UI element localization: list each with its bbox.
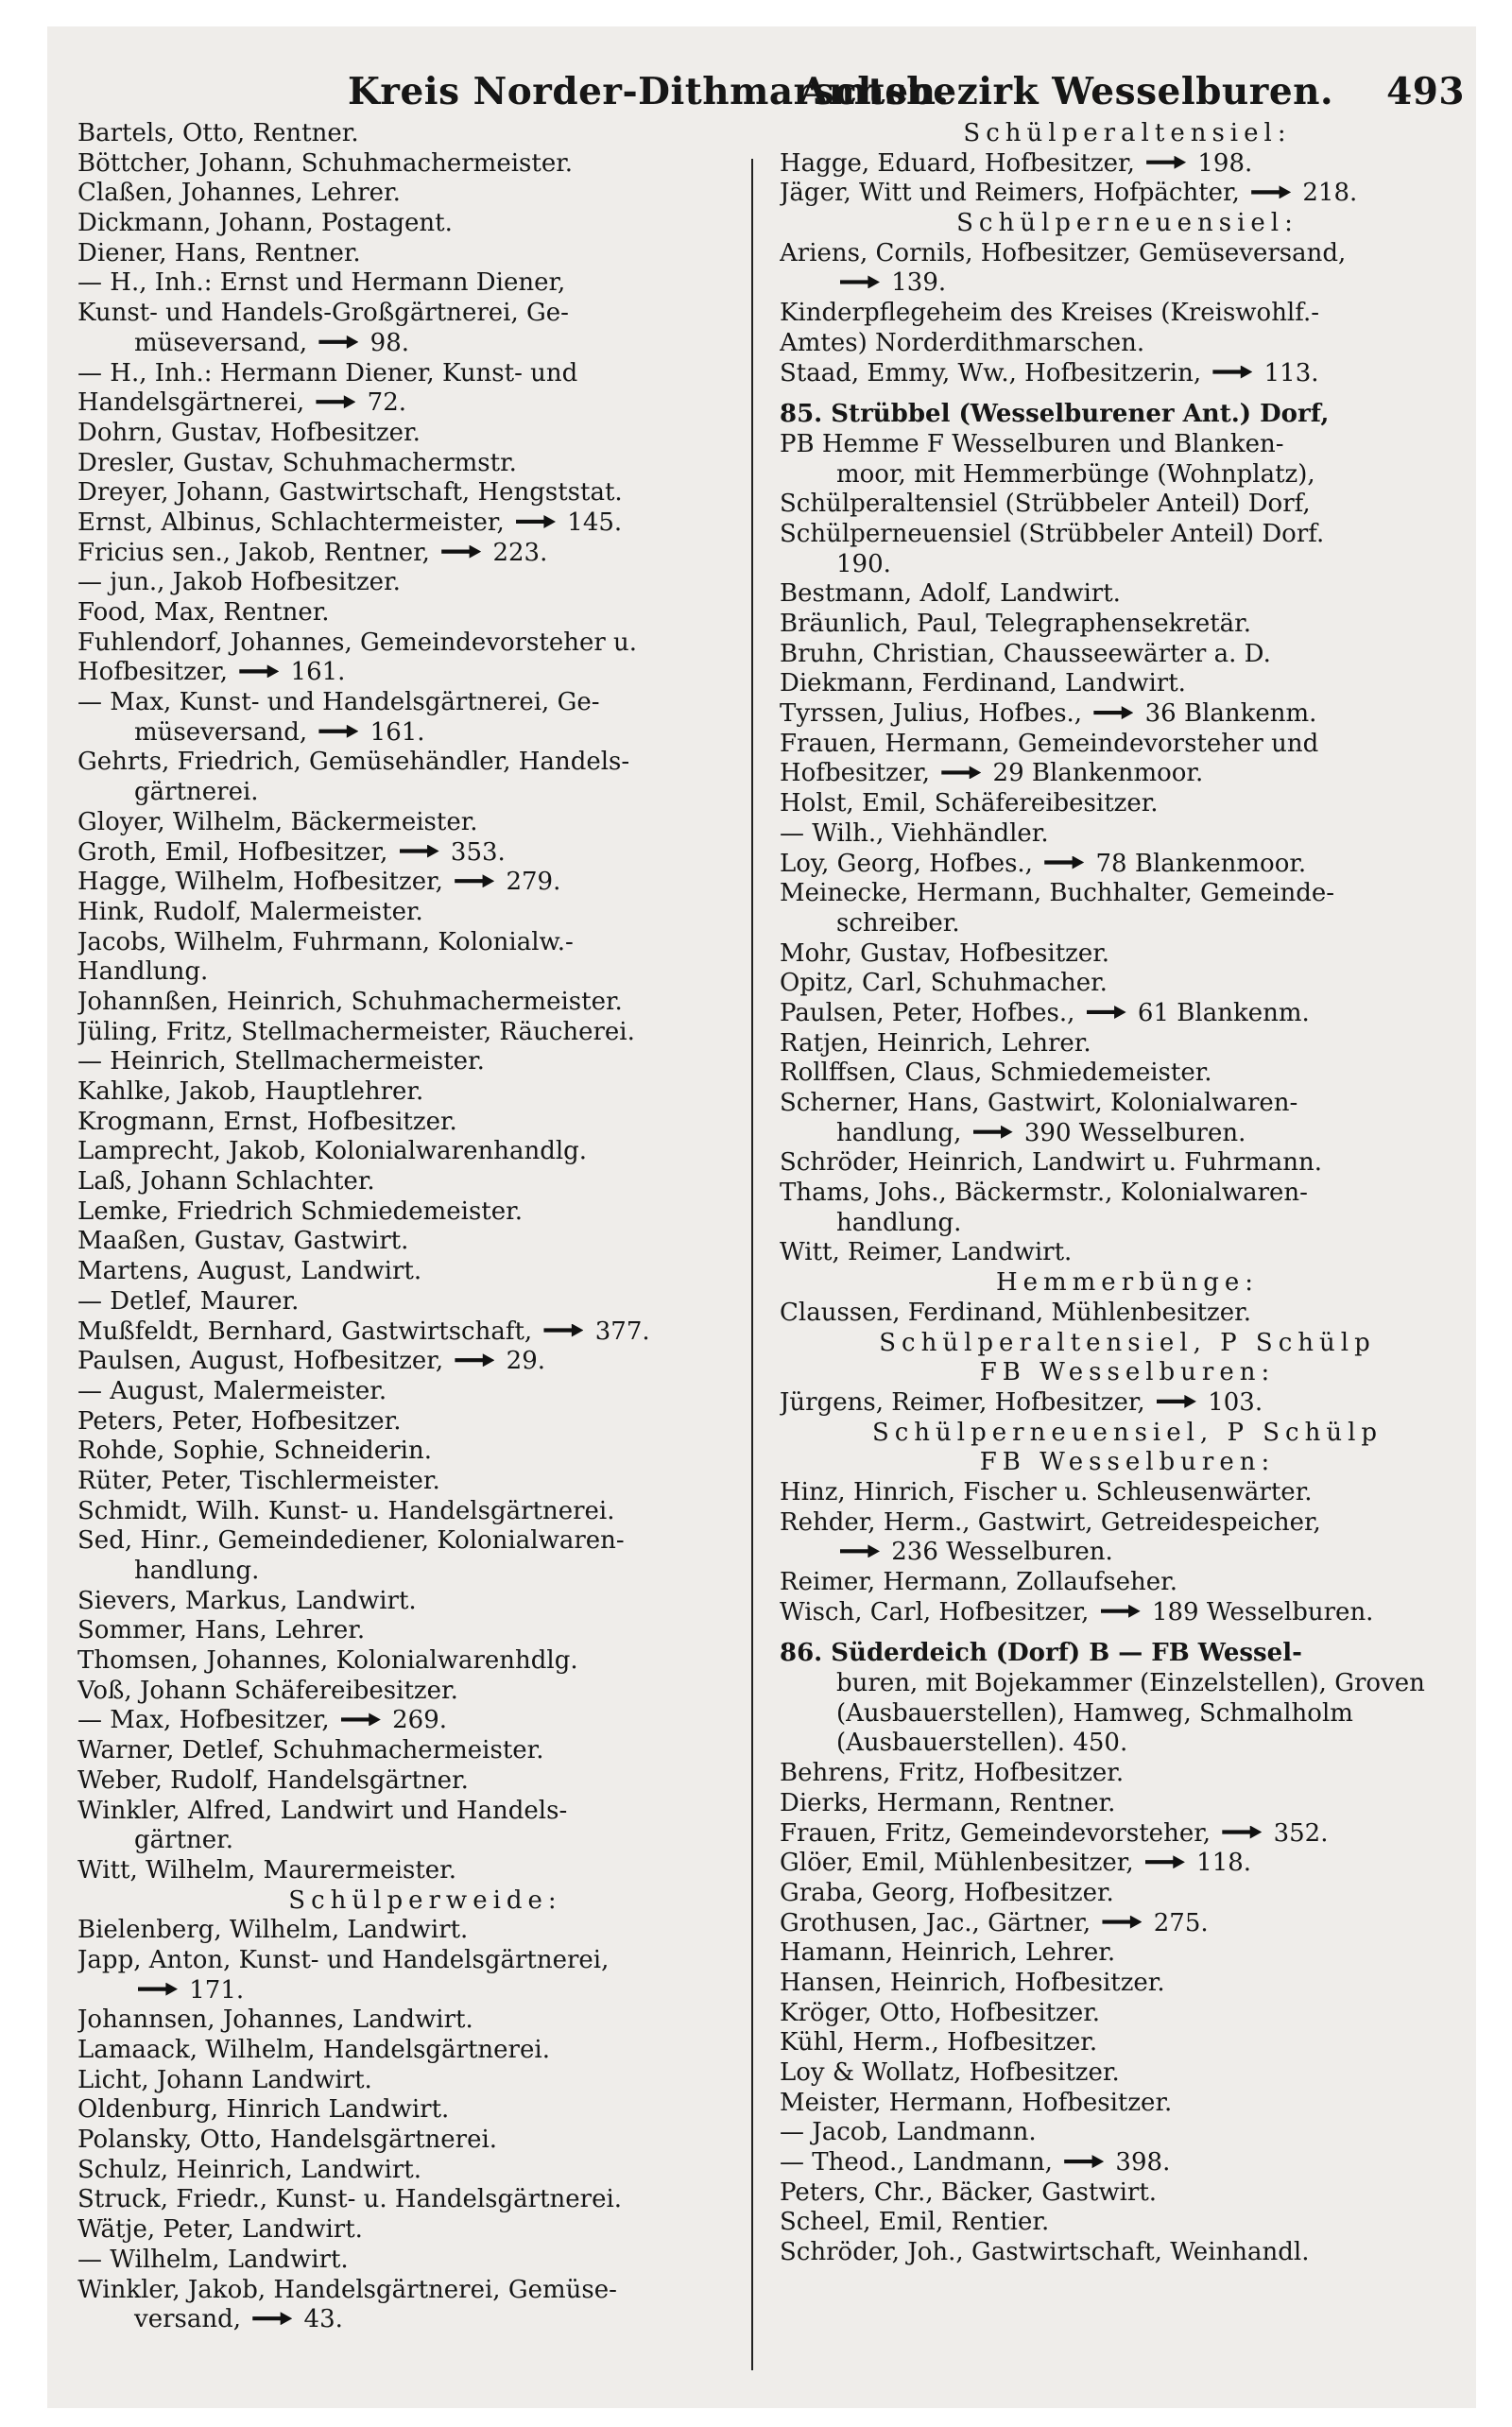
- left-column: [77, 119, 773, 2335]
- telephone-icon: [318, 725, 358, 738]
- telephone-icon: [1093, 706, 1133, 719]
- directory-line: 85. Strübbel (Wesselburener Ant.) Dorf,: [780, 400, 1330, 429]
- directory-line: Martens, August, Landwirt.: [77, 1257, 422, 1286]
- telephone-icon: [1212, 366, 1252, 379]
- directory-line: 190.: [836, 549, 891, 578]
- directory-line: Bartels, Otto, Rentner.: [77, 119, 359, 147]
- telephone-icon: [516, 515, 556, 528]
- directory-line: — Max, Kunst- und Handelsgärtnerei, Ge-: [77, 688, 600, 717]
- directory-line: Hofbesitzer, 29 Blankenmoor.: [780, 759, 1204, 788]
- directory-line: Meister, Hermann, Hofbesitzer.: [780, 2088, 1173, 2117]
- directory-line: Loy, Georg, Hofbes., 78 Blankenmoor.: [780, 849, 1307, 878]
- directory-line: Polansky, Otto, Handelsgärtnerei.: [77, 2126, 498, 2155]
- directory-line: Krogmann, Ernst, Hofbesitzer.: [77, 1107, 457, 1136]
- directory-line: PB Hemme F Wesselburen und Blanken-: [780, 429, 1284, 458]
- directory-line: 236 Wesselburen.: [780, 1538, 1475, 1568]
- directory-line: — Wilh., Viehhändler.: [780, 818, 1049, 848]
- directory-line: Hemmerbünge:: [995, 1268, 1260, 1298]
- directory-line: Sed, Hinr., Gemeindediener, Kolonialwaren-: [77, 1526, 625, 1556]
- telephone-icon: [1251, 185, 1291, 198]
- directory-line: Hansen, Heinrich, Hofbesitzer.: [780, 1968, 1165, 1997]
- directory-line: Mohr, Gustav, Hofbesitzer.: [780, 938, 1110, 968]
- directory-line: Hagge, Eduard, Hofbesitzer, 198.: [780, 148, 1253, 178]
- directory-line: FB Wesselburen:: [979, 1448, 1276, 1477]
- telephone-icon: [973, 1126, 1013, 1139]
- directory-line: müseversand, 161.: [134, 717, 425, 747]
- directory-line: Schülperneuensiel:: [956, 209, 1298, 238]
- directory-line: handlung.: [134, 1557, 260, 1585]
- directory-line: Laß, Johann Schlachter.: [77, 1167, 375, 1196]
- directory-line: — Detlef, Maurer.: [77, 1286, 300, 1316]
- directory-line: Hamann, Heinrich, Lehrer.: [780, 1938, 1116, 1968]
- directory-line: Peters, Peter, Hofbesitzer.: [77, 1406, 402, 1436]
- directory-line: — Jacob, Landmann.: [780, 2118, 1037, 2147]
- directory-line: Dickmann, Johann, Postagent.: [77, 209, 453, 238]
- directory-line: Sommer, Hans, Lehrer.: [77, 1616, 366, 1645]
- directory-line: Dreyer, Johann, Gastwirtschaft, Hengststat.: [77, 478, 623, 508]
- directory-line: Bielenberg, Wilhelm, Landwirt.: [77, 1916, 469, 1945]
- directory-line: moor, mit Hemmerbünge (Wohnplatz),: [836, 459, 1315, 489]
- directory-line: Schröder, Joh., Gastwirtschaft, Weinhandl.: [780, 2238, 1310, 2267]
- directory-line: — Heinrich, Stellmachermeister.: [77, 1047, 485, 1076]
- directory-line: 171.: [77, 1976, 773, 2006]
- directory-line: Food, Max, Rentner.: [77, 598, 330, 627]
- directory-line: Lamaack, Wilhelm, Handelsgärtnerei.: [77, 2036, 550, 2064]
- directory-line: Schülperneuensiel, P Schülp: [871, 1418, 1383, 1447]
- directory-line: 139.: [780, 268, 1475, 299]
- column-divider: [751, 159, 753, 2370]
- directory-line: Groth, Emil, Hofbesitzer, 353.: [77, 837, 506, 867]
- directory-line: Dresler, Gustav, Schuhmachermstr.: [77, 448, 517, 477]
- right-column: [780, 119, 1475, 2268]
- telephone-icon: [840, 275, 880, 288]
- directory-line: Sievers, Markus, Landwirt.: [77, 1586, 417, 1615]
- telephone-icon: [239, 664, 279, 678]
- telephone-icon: [455, 874, 494, 887]
- page-header: [348, 55, 1465, 121]
- telephone-icon: [1145, 1855, 1185, 1868]
- directory-line: Jürgens, Reimer, Hofbesitzer, 103.: [780, 1387, 1263, 1417]
- directory-line: Frauen, Fritz, Gemeindevorsteher, 352.: [780, 1818, 1329, 1848]
- directory-line: Kahlke, Jakob, Hauptlehrer.: [77, 1077, 424, 1106]
- directory-line: Rohde, Sophie, Schneiderin.: [77, 1437, 432, 1466]
- document-page: [47, 26, 1476, 2408]
- telephone-icon: [1064, 2155, 1104, 2168]
- directory-line: Wätje, Peter, Landwirt.: [77, 2215, 363, 2245]
- directory-line: Johannßen, Heinrich, Schuhmachermeister.: [77, 987, 623, 1016]
- directory-line: (Ausbauerstellen), Hamweg, Schmalholm: [836, 1698, 1353, 1728]
- directory-line: Staad, Emmy, Ww., Hofbesitzerin, 113.: [780, 358, 1319, 387]
- directory-line: Schröder, Heinrich, Landwirt u. Fuhrmann.: [780, 1148, 1323, 1178]
- directory-line: Claßen, Johannes, Lehrer.: [77, 179, 401, 208]
- directory-line: Schülperneuensiel (Strübbeler Anteil) Dorf.: [780, 519, 1325, 548]
- telephone-icon: [341, 1713, 381, 1726]
- directory-line: Struck, Friedr., Kunst- u. Handelsgärtnerei.: [77, 2185, 623, 2214]
- directory-line: — August, Malermeister.: [77, 1376, 387, 1405]
- directory-line: handlung, 390 Wesselburen.: [836, 1118, 1246, 1147]
- header-district: Kreis Norder-Dithmarschen.: [348, 70, 950, 113]
- telephone-icon: [1101, 1605, 1141, 1618]
- directory-line: Reimer, Hermann, Zollaufseher.: [780, 1568, 1178, 1596]
- directory-line: Schulz, Heinrich, Landwirt.: [77, 2155, 421, 2184]
- telephone-icon: [1146, 156, 1186, 169]
- telephone-icon: [138, 1983, 178, 1996]
- directory-line: Hofbesitzer, 161.: [77, 658, 346, 687]
- directory-line: — jun., Jakob Hofbesitzer.: [77, 568, 401, 597]
- directory-line: Diekmann, Ferdinand, Landwirt.: [780, 669, 1186, 698]
- telephone-icon: [316, 395, 355, 408]
- directory-line: Maaßen, Gustav, Gastwirt.: [77, 1227, 409, 1256]
- directory-line: 86. Süderdeich (Dorf) B — FB Wessel-: [780, 1639, 1302, 1668]
- header-office: Amtsbezirk Wesselburen.: [799, 70, 1334, 113]
- directory-line: Schülperaltensiel:: [963, 119, 1292, 147]
- directory-line: — Max, Hofbesitzer, 269.: [77, 1706, 448, 1735]
- directory-line: Ernst, Albinus, Schlachtermeister, 145.: [77, 508, 623, 537]
- directory-line: Paulsen, August, Hofbesitzer, 29.: [77, 1347, 546, 1376]
- directory-line: Lemke, Friedrich Schmiedemeister.: [77, 1196, 523, 1226]
- directory-line: Lamprecht, Jakob, Kolonialwarenhandlg.: [77, 1137, 588, 1166]
- telephone-icon: [1102, 1916, 1142, 1929]
- directory-line: buren, mit Bojekammer (Einzelstellen), Groven: [836, 1669, 1425, 1698]
- telephone-icon: [1222, 1826, 1262, 1839]
- telephone-icon: [941, 766, 981, 779]
- directory-line: Claussen, Ferdinand, Mühlenbesitzer.: [780, 1298, 1251, 1327]
- directory-line: Peters, Chr., Bäcker, Gastwirt.: [780, 2177, 1158, 2207]
- telephone-icon: [543, 1324, 583, 1337]
- directory-line: — Theod., Landmann, 398.: [780, 2148, 1171, 2177]
- directory-line: gärtner.: [134, 1826, 233, 1855]
- directory-line: Bestmann, Adolf, Landwirt.: [780, 579, 1121, 609]
- directory-line: Graba, Georg, Hofbesitzer.: [780, 1878, 1114, 1907]
- directory-line: Winkler, Alfred, Landwirt und Handels-: [77, 1796, 568, 1825]
- directory-line: Kunst- und Handels-Großgärtnerei, Ge-: [77, 299, 569, 328]
- directory-line: — H., Inh.: Hermann Diener, Kunst- und: [77, 358, 578, 387]
- directory-line: Schmidt, Wilh. Kunst- u. Handelsgärtnerei.: [77, 1496, 615, 1525]
- directory-line: gärtnerei.: [134, 778, 259, 807]
- directory-line: Schülperweide:: [288, 1885, 562, 1915]
- directory-line: Schülperaltensiel (Strübbeler Anteil) Dorf,: [780, 490, 1311, 519]
- directory-line: Scherner, Hans, Gastwirt, Kolonialwaren-: [780, 1089, 1298, 1117]
- directory-line: schreiber.: [836, 908, 960, 938]
- directory-line: müseversand, 98.: [134, 328, 410, 357]
- telephone-icon: [441, 545, 481, 559]
- telephone-icon: [400, 845, 439, 858]
- directory-line: Johannsen, Johannes, Landwirt.: [77, 2005, 473, 2035]
- directory-line: Ariens, Cornils, Hofbesitzer, Gemüseversand,: [780, 238, 1347, 267]
- directory-line: Thams, Johs., Bäckermstr., Kolonialwaren-: [780, 1179, 1308, 1208]
- directory-line: Loy & Wollatz, Hofbesitzer.: [780, 2058, 1120, 2087]
- directory-line: Holst, Emil, Schäfereibesitzer.: [780, 789, 1159, 818]
- page-number: 493: [1386, 70, 1465, 113]
- directory-line: Bruhn, Christian, Chausseewärter a. D.: [780, 639, 1271, 668]
- directory-line: handlung.: [836, 1208, 962, 1237]
- telephone-icon: [1157, 1395, 1196, 1408]
- directory-line: — H., Inh.: Ernst und Hermann Diener,: [77, 268, 566, 298]
- directory-line: Rüter, Peter, Tischlermeister.: [77, 1466, 440, 1495]
- directory-line: Weber, Rudolf, Handelsgärtner.: [77, 1765, 469, 1795]
- directory-line: Witt, Wilhelm, Maurermeister.: [77, 1855, 457, 1885]
- directory-line: Scheel, Emil, Rentier.: [780, 2208, 1050, 2237]
- directory-line: Ratjen, Heinrich, Lehrer.: [780, 1028, 1091, 1058]
- telephone-icon: [455, 1353, 494, 1367]
- directory-line: Oldenburg, Hinrich Landwirt.: [77, 2095, 450, 2125]
- directory-line: Dohrn, Gustav, Hofbesitzer.: [77, 418, 421, 447]
- directory-line: Böttcher, Johann, Schuhmachermeister.: [77, 148, 574, 178]
- directory-line: Behrens, Fritz, Hofbesitzer.: [780, 1759, 1125, 1788]
- directory-line: Jüling, Fritz, Stellmachermeister, Räucherei.: [77, 1017, 635, 1046]
- directory-line: Handelsgärtnerei, 72.: [77, 388, 407, 418]
- telephone-icon: [318, 336, 358, 349]
- directory-line: Diener, Hans, Rentner.: [77, 238, 361, 267]
- directory-line: Tyrssen, Julius, Hofbes., 36 Blankenm.: [780, 699, 1317, 729]
- directory-line: Glöer, Emil, Mühlenbesitzer, 118.: [780, 1849, 1252, 1878]
- directory-line: Jäger, Witt und Reimers, Hofpächter, 218.: [780, 179, 1358, 208]
- directory-line: versand, 43.: [134, 2305, 343, 2334]
- directory-line: — Wilhelm, Landwirt.: [77, 2245, 349, 2274]
- directory-line: Warner, Detlef, Schuhmachermeister.: [77, 1736, 544, 1765]
- directory-line: FB Wesselburen:: [979, 1358, 1276, 1387]
- directory-line: Kinderpflegeheim des Kreises (Kreiswohlf.-: [780, 299, 1319, 328]
- directory-line: Schülperaltensiel, P Schülp: [879, 1328, 1376, 1357]
- directory-line: Gloyer, Wilhelm, Bäckermeister.: [77, 807, 478, 836]
- directory-line: Handlung.: [77, 957, 209, 987]
- directory-line: Meinecke, Hermann, Buchhalter, Gemeinde-: [780, 879, 1335, 908]
- directory-line: Fuhlendorf, Johannes, Gemeindevorsteher u.: [77, 628, 638, 657]
- directory-line: (Ausbauerstellen). 450.: [836, 1729, 1128, 1758]
- telephone-icon: [1087, 1006, 1126, 1019]
- directory-line: Dierks, Hermann, Rentner.: [780, 1788, 1116, 1817]
- directory-line: Paulsen, Peter, Hofbes., 61 Blankenm.: [780, 998, 1310, 1027]
- telephone-icon: [840, 1544, 880, 1558]
- directory-line: Japp, Anton, Kunst- und Handelsgärtnerei,: [77, 1945, 610, 1974]
- directory-line: Rollffsen, Claus, Schmiedemeister.: [780, 1059, 1212, 1088]
- directory-line: Thomsen, Johannes, Kolonialwarenhdlg.: [77, 1646, 578, 1676]
- directory-line: Hagge, Wilhelm, Hofbesitzer, 279.: [77, 868, 561, 897]
- telephone-icon: [1044, 856, 1084, 869]
- directory-line: Fricius sen., Jakob, Rentner, 223.: [77, 538, 548, 567]
- directory-line: Grothusen, Jac., Gärtner, 275.: [780, 1908, 1209, 1937]
- directory-line: Witt, Reimer, Landwirt.: [780, 1238, 1073, 1267]
- directory-line: Voß, Johann Schäfereibesitzer.: [77, 1676, 458, 1705]
- directory-line: Amtes) Norderdithmarschen.: [780, 328, 1145, 357]
- directory-line: Winkler, Jakob, Handelsgärtnerei, Gemüse-: [77, 2275, 617, 2304]
- directory-line: Bräunlich, Paul, Telegraphensekretär.: [780, 610, 1252, 638]
- directory-line: Kröger, Otto, Hofbesitzer.: [780, 1998, 1101, 2027]
- directory-line: Gehrts, Friedrich, Gemüsehändler, Handels-: [77, 748, 630, 777]
- telephone-icon: [252, 2312, 292, 2325]
- directory-line: Frauen, Hermann, Gemeindevorsteher und: [780, 729, 1319, 758]
- directory-line: Jacobs, Wilhelm, Fuhrmann, Kolonialw.-: [77, 927, 574, 956]
- directory-line: Hink, Rudolf, Malermeister.: [77, 897, 423, 926]
- directory-line: Wisch, Carl, Hofbesitzer, 189 Wesselburen.: [780, 1597, 1374, 1627]
- directory-line: Hinz, Hinrich, Fischer u. Schleusenwärter.: [780, 1477, 1313, 1506]
- directory-line: Kühl, Herm., Hofbesitzer.: [780, 2028, 1098, 2057]
- directory-line: Mußfeldt, Bernhard, Gastwirtschaft, 377.: [77, 1317, 650, 1346]
- directory-line: Licht, Johann Landwirt.: [77, 2065, 372, 2094]
- directory-line: Opitz, Carl, Schuhmacher.: [780, 969, 1108, 998]
- directory-line: Rehder, Herm., Gastwirt, Getreidespeicher,: [780, 1507, 1321, 1537]
